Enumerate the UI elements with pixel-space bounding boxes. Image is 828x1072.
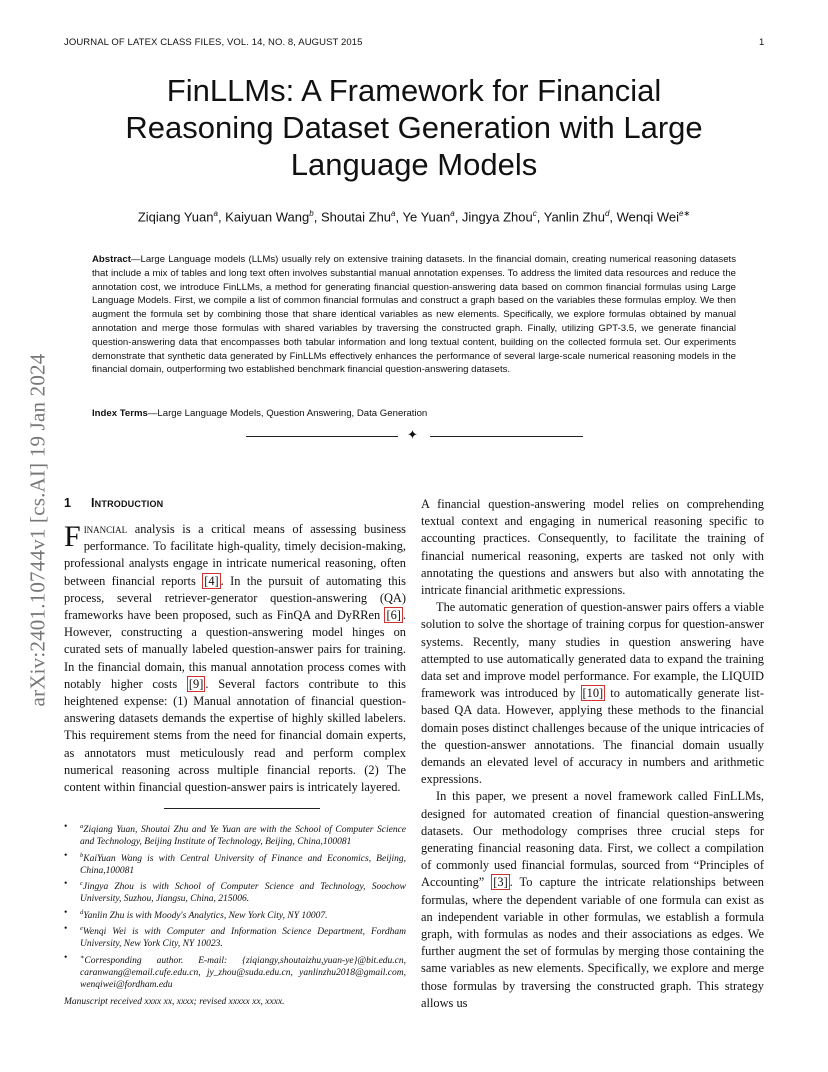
intro-paragraph-3 [421, 788, 764, 1012]
footnote-item [64, 952, 406, 992]
paper-title: FinLLMs: A Framework for Financial Reasoning Dataset Generation with Large Language Models [125, 73, 703, 182]
intro-paragraph-1 [64, 521, 406, 796]
right-column [421, 496, 764, 1012]
bullet-icon: • [64, 850, 68, 861]
footnote-text: Jingya Zhou is with School of Computer Science and Technology, Soochow University, Suzhou, Jiangsu, China, 215006. [80, 882, 406, 905]
citation-link[interactable]: [9] [188, 676, 204, 691]
abstract [92, 253, 736, 377]
citation-link[interactable]: [3] [493, 875, 508, 890]
lead-word: inancial [83, 522, 128, 536]
paragraph-text: The automatic generation of question-answer pairs offers a viable solution to solve the shortage of training corpus for question-answer systems. Recently, many studies in question answering have attempted to use automatically generated data to expand the training data set and improve model performance. For example, the LIQUID framework was introduced by [421, 600, 764, 701]
footnote-item [64, 878, 406, 906]
author-name: Ye Yuan [402, 209, 451, 225]
index-terms-label: Index Terms [92, 408, 148, 419]
author-name: Shoutai Zhu [320, 209, 392, 225]
separator-line-left [246, 436, 398, 437]
running-header: JOURNAL OF LATEX CLASS FILES, VOL. 14, NO. 8, AUGUST 2015 [64, 37, 363, 48]
footnotes [64, 821, 406, 992]
left-column [64, 496, 406, 796]
page-number: 1 [759, 37, 765, 48]
footnote-text: Corresponding author. E-mail: {ziqiangy,shoutaizhu,yuan-ye}@bit.edu.cn, caranwang@email.cufe.edu.cn, jy_zhou@suda.edu.cn, yanlinzhu2018@gmail.com, wenqiwei@fordham.edu [80, 955, 406, 991]
drop-cap: F [64, 520, 81, 553]
footnote-item [64, 923, 406, 951]
paragraph-text: . Several factors contribute to this heightened expense: (1) Manual annotation of financial question-answering datasets demands the expertise of highly skilled labelers. This requirement stems from the need for financial domain experts, as annotators must meticulously read and perform complex numerical reasoning across multiple financial reports. (2) The content within financial question-answer pairs is intricately layered. [64, 676, 406, 795]
footnote-mark: ∗ [80, 953, 85, 961]
paragraph-text: . In the pursuit of automating this process, several retriever-generator question-answering (QA) frameworks have been proposed, such as FinQA and DyRRen [64, 573, 406, 623]
separator-star-icon: ✦ [407, 427, 418, 442]
paragraph-text: . However, constructing a question-answering model hinges on curated sets of manually labeled question-answer pairs for training. In the financial domain, this manual annotation process comes with notably higher costs [64, 608, 406, 691]
bullet-icon: • [64, 924, 68, 935]
citation-link[interactable]: [6] [386, 608, 401, 623]
intro-paragraph-2 [421, 599, 764, 788]
bullet-icon: • [64, 907, 68, 918]
manuscript-note: Manuscript received xxxx xx, xxxx; revised xxxxx xx, xxxx. [64, 997, 285, 1007]
footnote-mark: e [80, 925, 83, 933]
footnote-item [64, 850, 406, 878]
author-list: Ziqiang Yuan$^a$, Kaiyuan Wang$^b$, Shoutai Zhu$^a$, Ye Yuan$^a$, Jingya Zhou$^c$, Yanlin Zhu$^d$, Wenqi Wei$^{e∗}$ [137, 209, 691, 225]
author-affiliation-mark: a [450, 209, 455, 218]
footnote-rule [164, 808, 320, 809]
bullet-icon: • [64, 822, 68, 832]
author-affiliation-mark: a [391, 209, 396, 218]
citation-link[interactable]: [10] [582, 686, 604, 701]
footnote-mark: b [80, 851, 84, 859]
bullet-icon: • [64, 952, 68, 963]
author-name: Kaiyuan Wang [225, 209, 310, 225]
paragraph-text: to automatically generate list-based QA data. However, applying these methods to the financial domain poses distinct challenges because of the unique intricacies of the question-answer annotations. The financial domain usually demands an elevated level of accuracy in numbers and arithmetic expressions. [421, 686, 764, 787]
author-name: Wenqi Wei [616, 209, 680, 225]
section-title: Introduction [91, 496, 164, 510]
author-name: Jingya Zhou [461, 209, 533, 225]
author-affiliation-mark: b [309, 209, 314, 218]
footnote-mark: c [80, 880, 83, 888]
section-heading [64, 496, 406, 510]
author-name: Yanlin Zhu [543, 209, 605, 225]
arxiv-identifier-stamp: arXiv:2401.10744v1 [cs.AI] 19 Jan 2024 [25, 353, 50, 707]
footnote-text: Ziqiang Yuan, Shoutai Zhu and Ye Yuan are with the School of Computer Science and Technology, Beijing Institute of Technology, Beijing, China,100081 [80, 825, 406, 848]
separator-line-right [430, 436, 583, 437]
footnote-item [64, 907, 406, 922]
footnote-mark: d [80, 908, 84, 916]
index-terms-text: —Large Language Models, Question Answering, Data Generation [147, 408, 428, 419]
footnote-item [64, 821, 406, 849]
footnote-text: Yanlin Zhu is with Moody's Analytics, New York City, NY 10007. [83, 910, 328, 921]
footnote-text: KaiYuan Wang is with Central University of Finance and Economics, Beijing, China,100081 [80, 853, 406, 876]
paragraph-text: In this paper, we present a novel framework called FinLLMs, designed for automated creation of financial question-answering datasets. Our methodology comprises three crucial steps for generating financial reasoning data. First, we collect a compilation of commonly used financial formulas, sourced from “Principles of Accounting” [421, 789, 764, 890]
paragraph-text: analysis is a critical means of assessing business performance. To facilitate high-quality, timely decision-making, professional analysts engage in intricate numerical reasoning, often between financial reports [64, 522, 406, 588]
author-affiliation-mark: a [213, 209, 218, 218]
section-number: 1 [64, 496, 72, 510]
index-terms [92, 408, 736, 419]
bullet-icon: • [64, 879, 68, 890]
author-name: Ziqiang Yuan [137, 209, 214, 225]
paragraph-text: . To capture the intricate relationships between formulas, where the dependent variable of one formula can exist as an independent variable in other formulas, we establish a formula graph, with formulas as nodes and their associations as edges. We further augment the set of formulas by merging those containing the same variables as new elements. Specifically, we explore and merge those formulas by traversing the constructed graph. This strategy allows us [421, 875, 764, 1010]
author-affiliation-mark: e∗ [679, 209, 691, 218]
citation-link[interactable]: [4] [204, 573, 219, 588]
author-affiliation-mark: d [604, 209, 610, 218]
paragraph-text: A financial question-answering model relies on comprehending textual context and engaging in numerical reasoning specific to accounting practices. Consequently, to facilitate the training of financial numerical reasoning, experts are tasked not only with annotating the questions and answers but also with annotating the intricate financial arithmetic expressions. [421, 497, 764, 598]
footnote-mark: a [80, 823, 84, 830]
abstract-text: —Large Language models (LLMs) usually rely on extensive training datasets. In the financial domain, creating numerical reasoning datasets that include a mix of tables and long text often involves substantial manual annotation expenses. To address the limited data resources and reduce the annotation cost, we introduce FinLLMs, a method for generating financial question-answering data based on common financial formulas using Large Language Models. First, we compile a list of common financial formulas and construct a graph based on the variables these formulas employ. We then augment the formula set by combining those that share identical variables as new elements. Specifically, we explore formulas obtained by manual annotation and merge those formulas with shared variables by traversing the constructed graph. Finally, utilizing GPT-3.5, we generate financial question-answering data that encompasses both tabular information and long textual content, building on the collected formula set. Our experiments demonstrate that synthetic data generated by FinLLMs effectively enhances the performance of several large-scale numerical reasoning models in the financial domain, outperforming two established benchmark financial question-answering datasets. [92, 254, 736, 376]
footnote-text: Wenqi Wei is with Computer and Information Science Department, Fordham University, New York City, NY 10023. [80, 927, 406, 950]
author-affiliation-mark: c [532, 209, 537, 218]
abstract-label: Abstract [92, 254, 131, 265]
intro-paragraph-1-continued [421, 496, 764, 599]
